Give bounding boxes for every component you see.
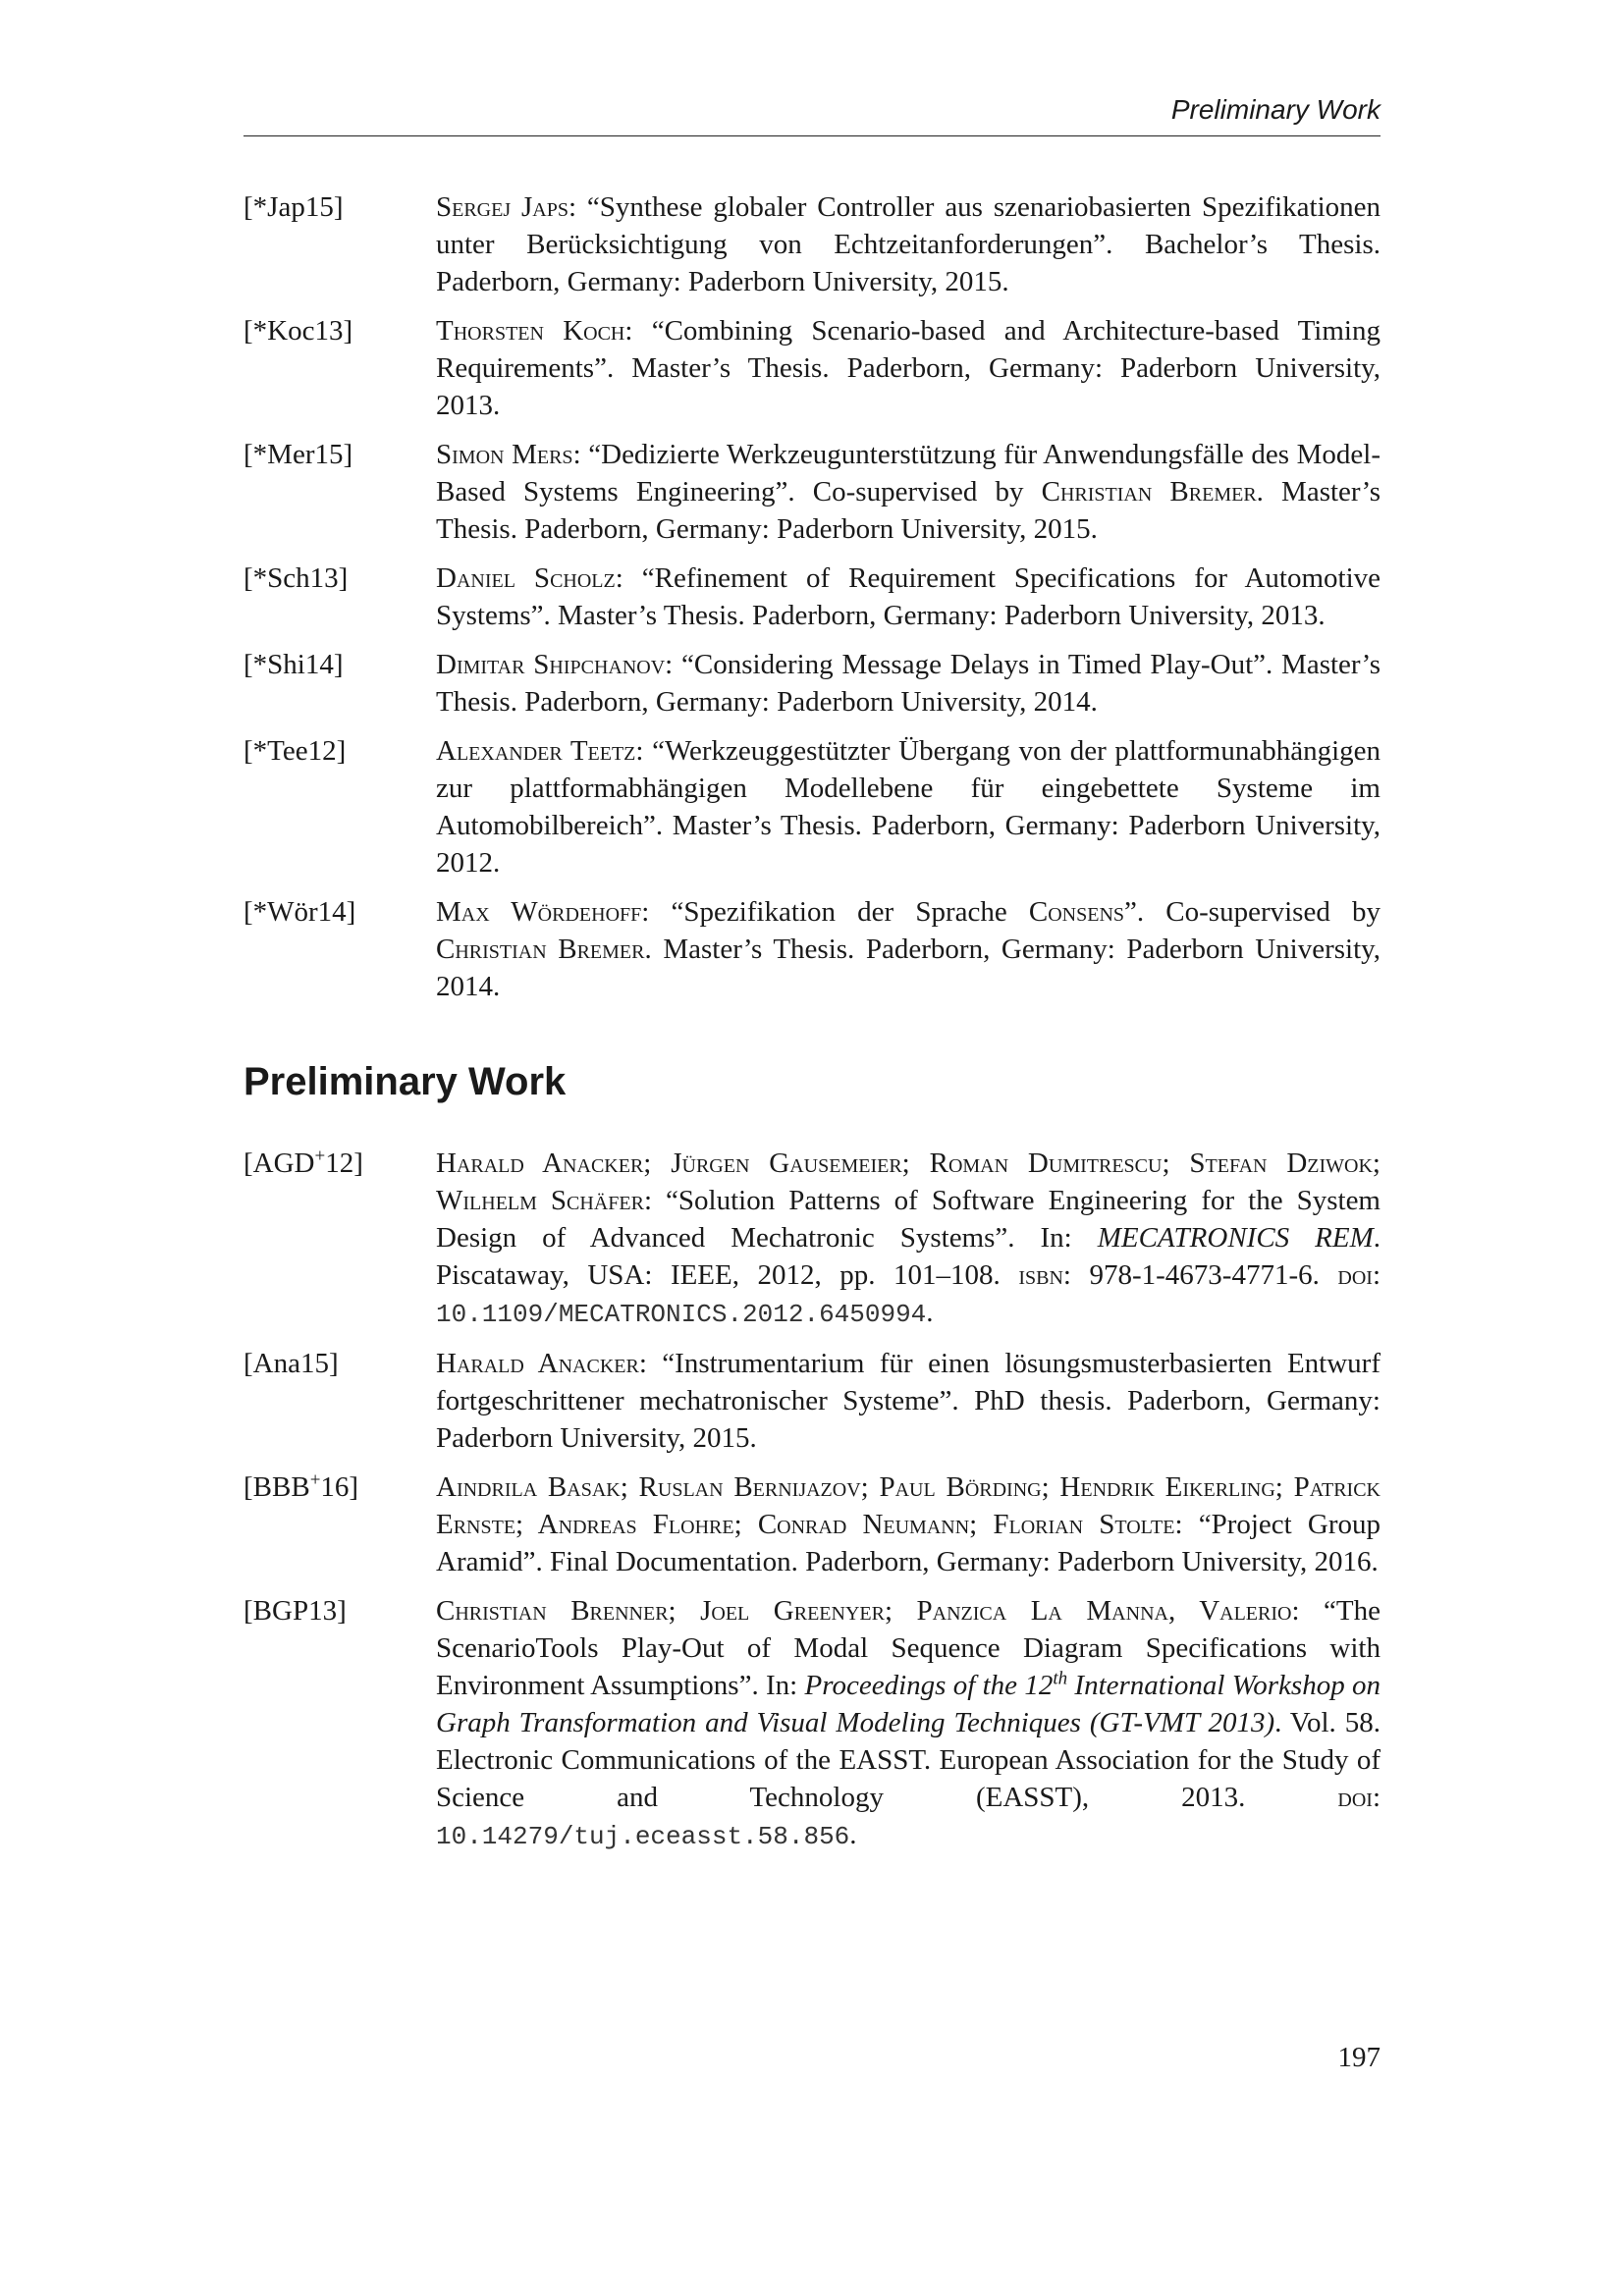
reference-key: [*Sch13] — [244, 562, 349, 594]
reference-text — [436, 312, 1380, 424]
doi-link[interactable]: 10.1109/MECATRONICS.2012.6450994 — [436, 1300, 927, 1329]
reference-details: . Master’s Thesis. Paderborn, Germany: Paderborn University, 2014. — [436, 934, 1380, 1002]
reference-authors: Aindrila Basak; Ruslan Bernijazov; Paul Börding; Hendrik Eikerling; Patrick Ernste; Andreas Flohre; Conrad Neumann; Florian Stolte — [436, 1471, 1380, 1540]
reference-end: . — [849, 1819, 857, 1850]
reference-authors: Christian Brenner; Joel Greenyer; Panzica La Manna, Valerio — [436, 1595, 1292, 1627]
reference-entry — [244, 1345, 1380, 1457]
reference-authors: Max Wördehoff — [436, 896, 642, 928]
reference-title: : “Dedizierte Werkzeugunterstützung für Anwendungsfälle des Model-Based Systems Engineering”. Co-supervised by — [436, 439, 1380, 507]
reference-venue: Proceedings of the 12 — [804, 1670, 1054, 1701]
reference-key: [*Tee12] — [244, 735, 347, 767]
reference-language-name: Consens — [1028, 896, 1125, 928]
reference-key: [*Jap15] — [244, 191, 344, 223]
reference-authors: Harald Anacker — [436, 1348, 639, 1379]
reference-venue: MECATRONICS REM — [1097, 1222, 1374, 1254]
doi-separator: : — [1372, 1259, 1380, 1291]
reference-key: [Ana15] — [244, 1348, 339, 1379]
doi-link[interactable]: 10.14279/tuj.eceasst.58.856 — [436, 1822, 850, 1851]
reference-entry — [244, 312, 1380, 424]
reference-publisher: . Piscataway, USA: IEEE, 2012, pp. 101–108. — [436, 1222, 1380, 1291]
reference-authors: Thorsten Koch — [436, 315, 625, 347]
reference-key: [BGP13] — [244, 1595, 347, 1627]
reference-cosupervisor: Christian Bremer — [1041, 476, 1257, 507]
reference-details: : “Werkzeuggestützter Übergang von der plattformunabhängigen zur plattformabhängigen Modellebene für eingebettete Systeme im Automobilbereich”. Master’s Thesis. Paderborn, Germany: Paderborn University, 2012. — [436, 735, 1380, 879]
reference-entry — [244, 646, 1380, 721]
reference-authors: Dimitar Shipchanov — [436, 649, 666, 680]
reference-text — [436, 732, 1380, 881]
reference-key: [*Koc13] — [244, 315, 353, 347]
reference-key — [244, 1468, 436, 1580]
reference-venue-rest: International Workshop on Graph Transformation and Visual Modeling Techniques (GT-VMT 2013) — [436, 1670, 1381, 1738]
reference-publisher: . Vol. 58. Electronic Communications of the EASST. European Association for the Study of Science and Technology (EASST), 2013. — [436, 1707, 1380, 1813]
reference-entry — [244, 560, 1380, 634]
reference-key-end: 16] — [320, 1471, 359, 1503]
reference-authors: Harald Anacker; Jürgen Gausemeier; Roman Dumitrescu; Stefan Dziwok; Wilhelm Schäfer — [436, 1148, 1380, 1216]
reference-key: [*Shi14] — [244, 649, 344, 680]
reference-text — [436, 188, 1380, 300]
reference-authors: Alexander Teetz — [436, 735, 636, 767]
reference-details: : “Considering Message Delays in Timed Play-Out”. Master’s Thesis. Paderborn, Germany: Paderborn University, 2014. — [436, 649, 1381, 718]
reference-details: : “Combining Scenario-based and Architecture-based Timing Requirements”. Master’s Thesis. Paderborn, Germany: Paderborn University, 2013. — [436, 315, 1380, 421]
isbn-value: : 978-1-4673-4771-6. — [1062, 1259, 1338, 1291]
reference-key-sup: + — [314, 1146, 326, 1167]
reference-text — [436, 1145, 1380, 1333]
reference-text — [436, 893, 1380, 1005]
reference-venue-sup: th — [1053, 1668, 1068, 1689]
reference-end: . — [926, 1297, 934, 1328]
reference-entry — [244, 188, 1380, 300]
running-header: Preliminary Work — [1170, 94, 1380, 125]
preliminary-work-list — [244, 1145, 1380, 1867]
reference-text — [436, 1468, 1380, 1580]
doi-label: doi — [1337, 1782, 1373, 1813]
reference-key: [*Wör14] — [244, 896, 356, 928]
reference-text — [436, 1345, 1380, 1457]
reference-title-end: ”. Co-supervised by — [1124, 896, 1380, 928]
reference-key-main: [AGD — [244, 1148, 315, 1179]
reference-entry — [244, 1468, 1380, 1580]
reference-entry — [244, 1145, 1380, 1333]
section-heading: Preliminary Work — [244, 1060, 567, 1103]
isbn-label: isbn — [1018, 1259, 1063, 1291]
reference-details: : “Instrumentarium für einen lösungsmusterbasierten Entwurf fortgeschrittener mechatronischer Systeme”. PhD thesis. Paderborn, Germany: Paderborn University, 2015. — [436, 1348, 1380, 1454]
reference-key: [*Mer15] — [244, 439, 353, 470]
reference-entry — [244, 893, 1380, 1005]
reference-authors: Daniel Scholz — [436, 562, 616, 594]
reference-authors: Sergej Japs — [436, 191, 568, 223]
reference-details: . Master’s Thesis. Paderborn, Germany: Paderborn University, 2015. — [436, 476, 1380, 545]
reference-details: : “Project Group Aramid”. Final Documentation. Paderborn, Germany: Paderborn University, 2016. — [436, 1509, 1380, 1577]
page-number: 197 — [1337, 2042, 1380, 2073]
reference-key-main: [BBB — [244, 1471, 310, 1503]
reference-text — [436, 646, 1380, 721]
reference-entry — [244, 436, 1380, 548]
reference-cosupervisor: Christian Bremer — [436, 934, 645, 965]
supervised-theses-list — [244, 188, 1380, 1017]
reference-title: : “Solution Patterns of Software Engineering for the System Design of Advanced Mechatronic Systems”. In: — [436, 1185, 1380, 1254]
reference-entry — [244, 1592, 1380, 1855]
header-rule — [244, 135, 1380, 136]
reference-details: : “Synthese globaler Controller aus szenariobasierten Spezifikationen unter Berücksichtigung von Echtzeitanforderungen”. Bachelor’s Thesis. Paderborn, Germany: Paderborn University, 2015. — [436, 191, 1380, 297]
reference-text — [436, 1592, 1380, 1855]
reference-text — [436, 436, 1380, 548]
reference-key-end: 12] — [325, 1148, 363, 1179]
doi-label: doi — [1337, 1259, 1373, 1291]
reference-details: : “Refinement of Requirement Specifications for Automotive Systems”. Master’s Thesis. Paderborn, Germany: Paderborn University, 2013. — [436, 562, 1381, 631]
reference-title: : “Spezifikation der Sprache — [641, 896, 1029, 928]
reference-key — [244, 1145, 436, 1333]
reference-key-sup: + — [309, 1469, 321, 1491]
reference-entry — [244, 732, 1380, 881]
doi-separator: : — [1372, 1782, 1380, 1813]
reference-authors: Simon Mers — [436, 439, 573, 470]
reference-title: : “The ScenarioTools Play-Out of Modal Sequence Diagram Specifications with Environment Assumptions”. In: — [436, 1595, 1381, 1701]
reference-text — [436, 560, 1380, 634]
